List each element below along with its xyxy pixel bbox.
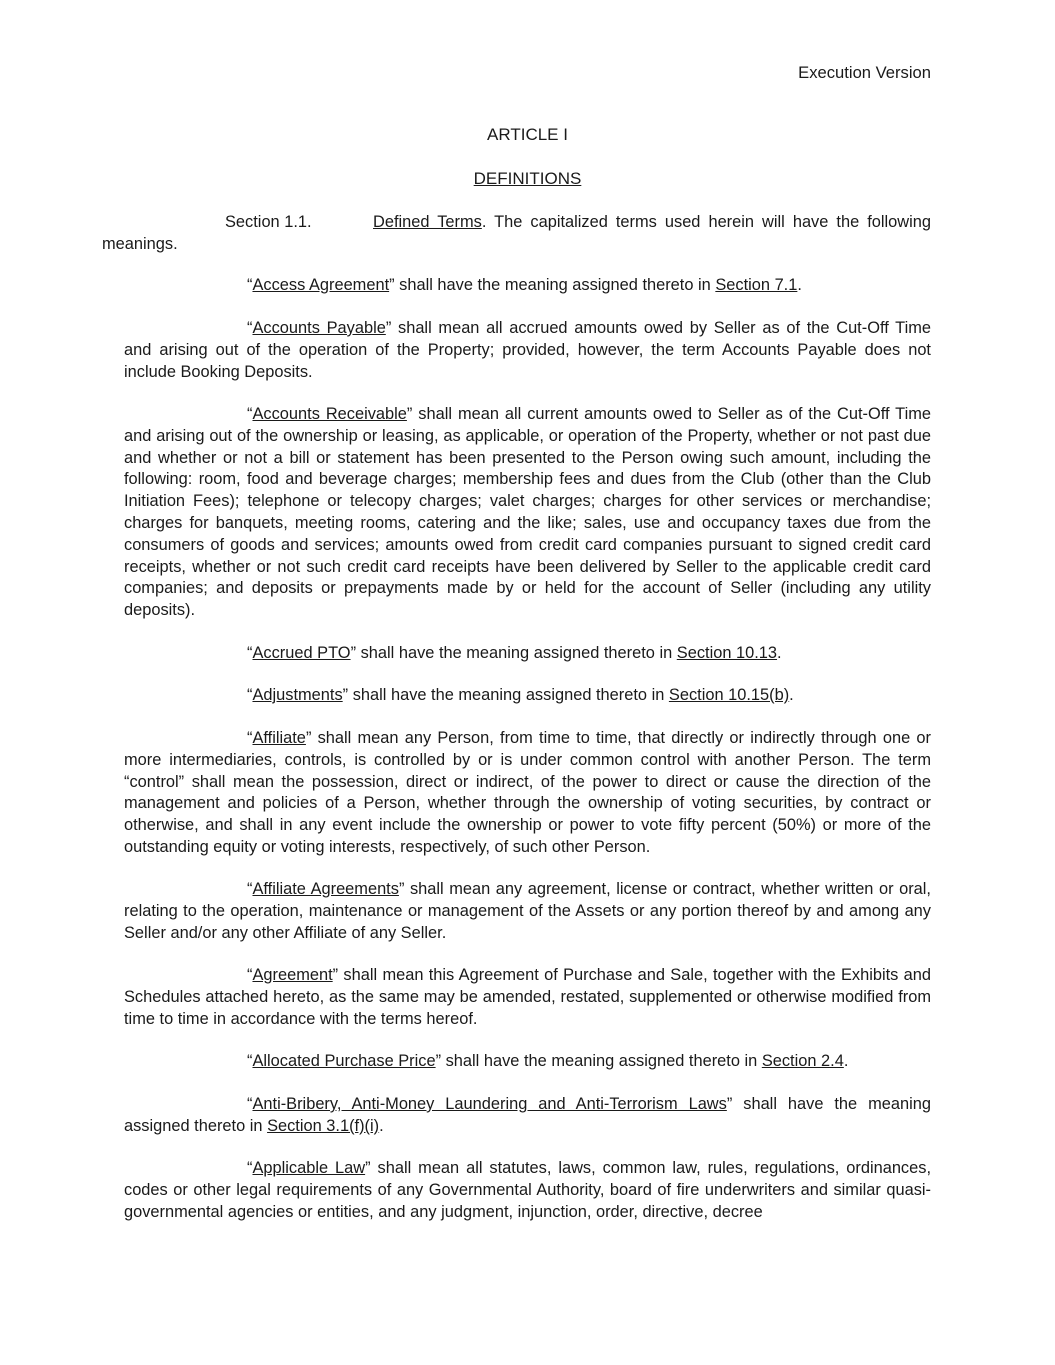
definition-tail: . (777, 644, 782, 662)
definition-term: Affiliate (252, 729, 306, 747)
definition-term: Applicable Law (252, 1159, 366, 1177)
definition-tail: . (843, 1052, 849, 1070)
definition-body: shall have the meaning assigned thereto in (441, 1052, 762, 1070)
definition-accrued-pto: “Accrued PTO” shall have the meaning assigned thereto in Section 10.13. (247, 644, 782, 662)
definition-term: Allocated Purchase Price (252, 1052, 436, 1070)
definition-body: shall mean all statutes, laws, common law, rules, regulations, ordinances, codes or other legal requirements of any Governmental Authority, board of fire underwriters and similar quasi-governmental agencies or entities, and any judgment, injunction, order, directive, decree (124, 1159, 931, 1221)
definition-term: Access Agreement (252, 276, 390, 294)
definition-tail: . (789, 686, 794, 704)
definition-body: shall have the meaning assigned thereto in (348, 686, 669, 704)
definition-tail: . (379, 1116, 384, 1135)
definition-accounts-receivable: “Accounts Receivable” shall mean all current amounts owed to Seller as of the Cut-Off Time and arising out of the ownership or leasing, as applicable, or operation of the Property, whether or not past due and whether or not a bill or statement has been presented to the Person owing such amount, including the following: room, food and beverage charges; membership fees and dues from the Club (other than the Club Initiation Fees); telephone or telecopy charges; valet charges; charges for other services or merchandise; charges for banquets, meeting rooms, catering and the like; sales, use and occupancy taxes due from the consumers of goods and services; amounts owed from credit card companies pursuant to signed credit card receipts, whether or not such credit card receipts have been delivered by Seller to the applicable credit card companies; and deposits or prepayments made by or held for the account of Seller (including any utility deposits). (124, 405, 931, 620)
article-title: ARTICLE I (487, 125, 568, 144)
definition-access-agreement: “Access Agreement” shall have the meaning assigned thereto in Section 7.1. (247, 276, 802, 294)
definition-body: shall have the meaning assigned thereto in (124, 1095, 931, 1135)
definition-body: shall mean all current amounts owed to Seller as of the Cut-Off Time and arising out of the ownership or leasing, as applicable, or operation of the Property, whether or not past due and whether or not a bill or statement has been presented to the Person owing such amount, including the following: room, food and beverage charges; membership fees and dues from the Club (other than the Club Initiation Fees); telephone or telecopy charges; valet charges; charges for other services or merchandise; charges for banquets, meeting rooms, catering and the like; sales, use and occupancy taxes due from the consumers of goods and services; amounts owed from credit card companies pursuant to signed credit card receipts, whether or not such credit card receipts have been delivered by Seller to the applicable credit card companies; and deposits or prepayments made by or held for the account of Seller (including any utility deposits). (124, 405, 931, 620)
definition-body: shall mean this Agreement of Purchase and Sale, together with the Exhibits and Schedules attached hereto, as the same may be amended, restated, supplemented or otherwise modified from time to time in accordance with the terms hereof. (124, 966, 931, 1028)
definition-term: Agreement (252, 966, 333, 984)
definition-tail: . (797, 276, 802, 294)
definition-affiliate-agreements: “Affiliate Agreements” shall mean any agreement, license or contract, whether written or oral, relating to the operation, maintenance or management of the Assets or any portion thereof by and among any Seller and/or any other Affiliate of any Seller. (124, 880, 931, 942)
definition-applicable-law: “Applicable Law” shall mean all statutes, laws, common law, rules, regulations, ordinances, codes or other legal requirements of any Governmental Authority, board of fire underwriters and similar quasi-governmental agencies or entities, and any judgment, injunction, order, directive, decree (124, 1159, 931, 1221)
definition-body: shall have the meaning assigned thereto in (394, 276, 716, 294)
definition-anti-bribery-laws: “Anti-Bribery, Anti-Money Laundering and Anti-Terrorism Laws” shall have the meaning assigned thereto in Section 3.1(f)(i). (124, 1095, 931, 1135)
section-reference: Section 10.15(b) (668, 686, 790, 704)
section-text-line2: meanings. (102, 235, 178, 253)
definition-agreement: “Agreement” shall mean this Agreement of Purchase and Sale, together with the Exhibits and Schedules attached hereto, as the same may be amended, restated, supplemented or otherwise modified from time to time in accordance with the terms hereof. (124, 966, 931, 1028)
definition-term: Affiliate Agreements (252, 880, 399, 898)
section-text-line1: . The capitalized terms used herein will have the following (481, 213, 931, 231)
section-intro (102, 211, 931, 255)
section-heading: Defined Terms (373, 213, 482, 231)
definition-body: shall mean all accrued amounts owed by Seller as of the Cut-Off Time and arising out of the operation of the Property; provided, however, the term Accounts Payable does not include Booking Deposits. (124, 319, 931, 381)
section-reference: Section 2.4 (761, 1052, 844, 1070)
section-reference: Section 3.1(f)(i) (267, 1116, 380, 1135)
definition-term: Adjustments (252, 686, 343, 704)
definition-affiliate: “Affiliate” shall mean any Person, from time to time, that directly or indirectly through one or more intermediaries, controls, is controlled by or is under common control with another Person. The term “control” shall mean the possession, direct or indirect, of the power to direct or cause the direction of the management and policies of a Person, whether through the ownership of voting securities, by contract or otherwise, and shall in any event include the ownership or power to vote fifty percent (50%) or more of the outstanding equity or voting interests, respectively, of such other Person. (124, 729, 931, 856)
section-reference: Section 10.13 (676, 644, 778, 662)
article-subtitle: DEFINITIONS (473, 169, 582, 188)
definition-accounts-payable: “Accounts Payable” shall mean all accrued amounts owed by Seller as of the Cut-Off Time and arising out of the operation of the Property; provided, however, the term Accounts Payable does not include Booking Deposits. (124, 319, 931, 381)
definition-term: Anti-Bribery, Anti-Money Laundering and Anti-Terrorism Laws (252, 1095, 727, 1113)
definition-body: shall mean any agreement, license or contract, whether written or oral, relating to the operation, maintenance or management of the Assets or any portion thereof by and among any Seller and/or any other Affiliate of any Seller. (124, 880, 931, 942)
definition-body: shall have the meaning assigned thereto in (356, 644, 677, 662)
definition-allocated-purchase-price: “Allocated Purchase Price” shall have the meaning assigned thereto in Section 2.4. (247, 1052, 849, 1070)
definition-term: Accrued PTO (252, 644, 351, 662)
section-reference: Section 7.1 (715, 276, 798, 294)
definition-body: shall mean any Person, from time to time, that directly or indirectly through one or more intermediaries, controls, is controlled by or is under common control with another Person. The term “control” shall mean the possession, direct or indirect, of the power to direct or cause the direction of the management and policies of a Person, whether through the ownership of voting securities, by contract or otherwise, and shall in any event include the ownership or power to vote fifty percent (50%) or more of the outstanding equity or voting interests, respectively, of such other Person. (124, 729, 931, 856)
definition-adjustments: “Adjustments” shall have the meaning assigned thereto in Section 10.15(b). (247, 686, 794, 704)
version-label: Execution Version (798, 63, 931, 82)
definition-term: Accounts Receivable (252, 405, 407, 423)
definition-term: Accounts Payable (252, 319, 386, 337)
section-number: Section 1.1. (225, 213, 312, 231)
